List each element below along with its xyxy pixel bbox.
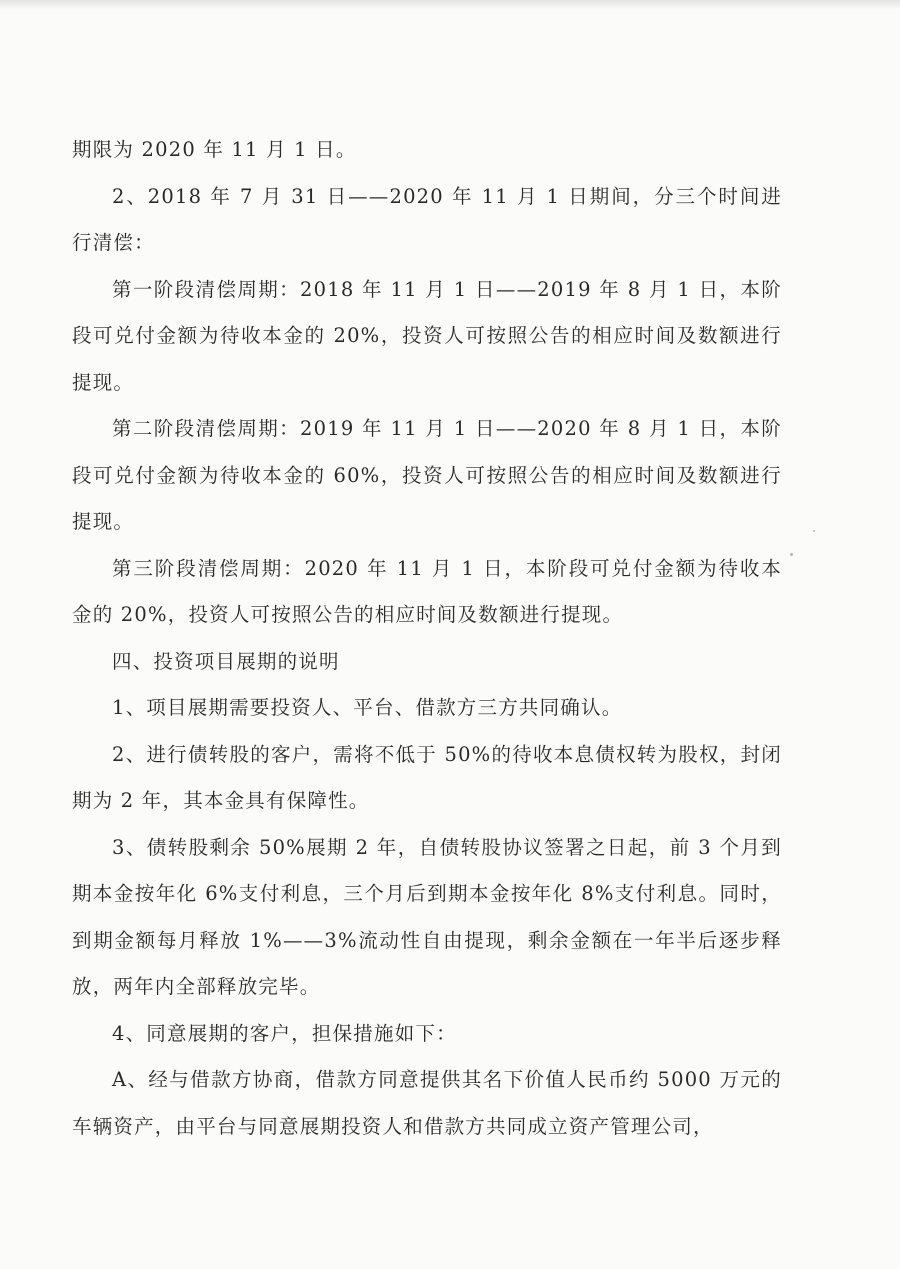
paragraph-stage-two: 第二阶段清偿周期：2019 年 11 月 1 日——2020 年 8 月 1 日，本阶段可兑付金额为待收本金的 60%，投资人可按照公告的相应时间及数额进行提现。: [72, 417, 782, 533]
paragraph-stage-one: 第一阶段清偿周期：2018 年 11 月 1 日——2019 年 8 月 1 日，本阶段可兑付金额为待收本金的 20%，投资人可按照公告的相应时间及数额进行提现。: [72, 277, 782, 394]
section-heading-extension: 四、投资项目展期的说明: [112, 649, 340, 673]
paragraph-term-deadline: 期限为 2020 年 11 月 1 日。: [72, 138, 357, 161]
scan-speck: [790, 553, 793, 556]
paragraph-debt-to-equity: 2、进行债转股的客户，需将不低于 50%的待收本息债权转为股权，封闭期为 2 年，其本金具有保障性。: [72, 742, 782, 812]
paragraph-stage-three: 第三阶段清偿周期：2020 年 11 月 1 日，本阶段可兑付金额为待收本金的 20%，投资人可按照公告的相应时间及数额进行提现。: [72, 556, 782, 626]
scan-speck: [813, 530, 815, 532]
scan-top-shadow: [0, 0, 900, 10]
paragraph-repayment-schedule: 2、2018 年 7 月 31 日——2020 年 11 月 1 日期间，分三个时间进行清偿：: [72, 184, 782, 254]
paragraph-vehicle-assets: A、经与借款方协商，借款方同意提供其名下价值人民币约 5000 万元的车辆资产，由平台与同意展期投资人和借款方共同成立资产管理公司，: [72, 1068, 782, 1138]
paragraph-remaining-extension: 3、债转股剩余 50%展期 2 年，自债转股协议签署之日起，前 3 个月到期本金按年化 6%支付利息，三个月后到期本金按年化 8%支付利息。同时，到期金额每月释放 1%——3%流动性自由提现，剩余金额在一年半后逐步释放，两年内全部释放完毕。: [72, 835, 782, 998]
document-body: [72, 127, 782, 1150]
paragraph-guarantee-measures: 4、同意展期的客户，担保措施如下：: [112, 1021, 457, 1045]
paragraph-extension-confirm: 1、项目展期需要投资人、平台、借款方三方共同确认。: [112, 696, 623, 719]
